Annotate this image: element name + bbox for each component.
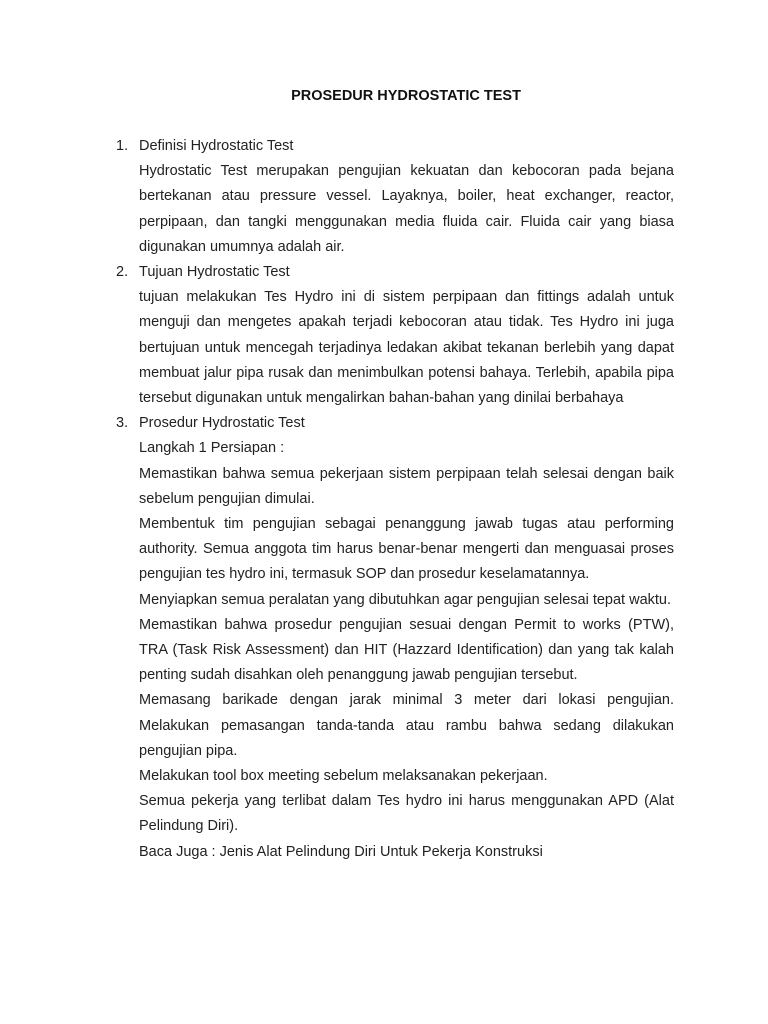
- paragraph: Memastikan bahwa prosedur pengujian sesuai dengan Permit to works (PTW), TRA (Task Risk Assessment) dan HIT (Hazzard Identification) dan yang tak kalah penting sudah disahkan oleh penanggung jawab pengujian tersebut.: [139, 616, 674, 684]
- section-heading: Prosedur Hydrostatic Test: [139, 415, 305, 432]
- section-body: [139, 159, 674, 260]
- document-content: [116, 134, 674, 865]
- section-number: 1.: [116, 138, 129, 154]
- document-title: PROSEDUR HYDROSTATIC TEST: [291, 88, 521, 104]
- paragraph: Memastikan bahwa semua pekerjaan sistem perpipaan telah selesai dengan baik sebelum pengujian dimulai.: [139, 465, 674, 507]
- related-article-note: Baca Juga : Jenis Alat Pelindung Diri Untuk Pekerja Konstruksi: [139, 843, 543, 860]
- section-number: 2.: [116, 264, 129, 281]
- section-tujuan: [116, 260, 674, 411]
- step-heading: Langkah 1 Persiapan :: [139, 440, 285, 457]
- paragraph: Membentuk tim pengujian sebagai penanggung jawab tugas atau performing authority. Semua anggota tim harus benar-benar mengerti dan menguasai proses pengujian tes hydro ini, termasuk SOP dan prosedur keselamatannya.: [139, 516, 674, 583]
- paragraph: Memasang barikade dengan jarak minimal 3 meter dari lokasi pengujian. Melakukan pemasangan tanda-tanda atau rambu bahwa sedang dilakukan pengujian pipa.: [139, 692, 674, 759]
- paragraph: Melakukan tool box meeting sebelum melaksanakan pekerjaan.: [139, 768, 548, 785]
- paragraph: Hydrostatic Test merupakan pengujian kekuatan dan kebocoran pada bejana bertekanan atau pressure vessel. Layaknya, boiler, heat exchanger, reactor, perpipaan, dan tangki menggunakan media fluida cair. Fluida cair yang biasa digunakan umumnya adalah air.: [139, 163, 674, 255]
- paragraph: Menyiapkan semua peralatan yang dibutuhkan agar pengujian selesai tepat waktu.: [139, 591, 672, 608]
- section-prosedur: [116, 411, 674, 865]
- paragraph: tujuan melakukan Tes Hydro ini di sistem perpipaan dan fittings adalah untuk menguji dan mengetes apakah terjadi kebocoran atau tidak. Tes Hydro ini juga bertujuan untuk mencegah terjadinya ledakan akibat tekanan berlebih yang dapat membuat jalur pipa rusak dan menimbulkan potensi bahaya. Terlebih, apabila pipa tersebut digunakan untuk mengalirkan bahan-bahan yang dinilai berbahaya: [139, 289, 674, 407]
- section-body: [139, 285, 674, 411]
- section-body: [139, 436, 674, 864]
- section-definisi: [116, 134, 674, 260]
- section-number: 3.: [116, 415, 129, 432]
- paragraph: Semua pekerja yang terlibat dalam Tes hydro ini harus menggunakan APD (Alat Pelindung Diri).: [139, 793, 674, 835]
- section-heading: Tujuan Hydrostatic Test: [139, 264, 290, 281]
- section-heading: Definisi Hydrostatic Test: [139, 138, 294, 154]
